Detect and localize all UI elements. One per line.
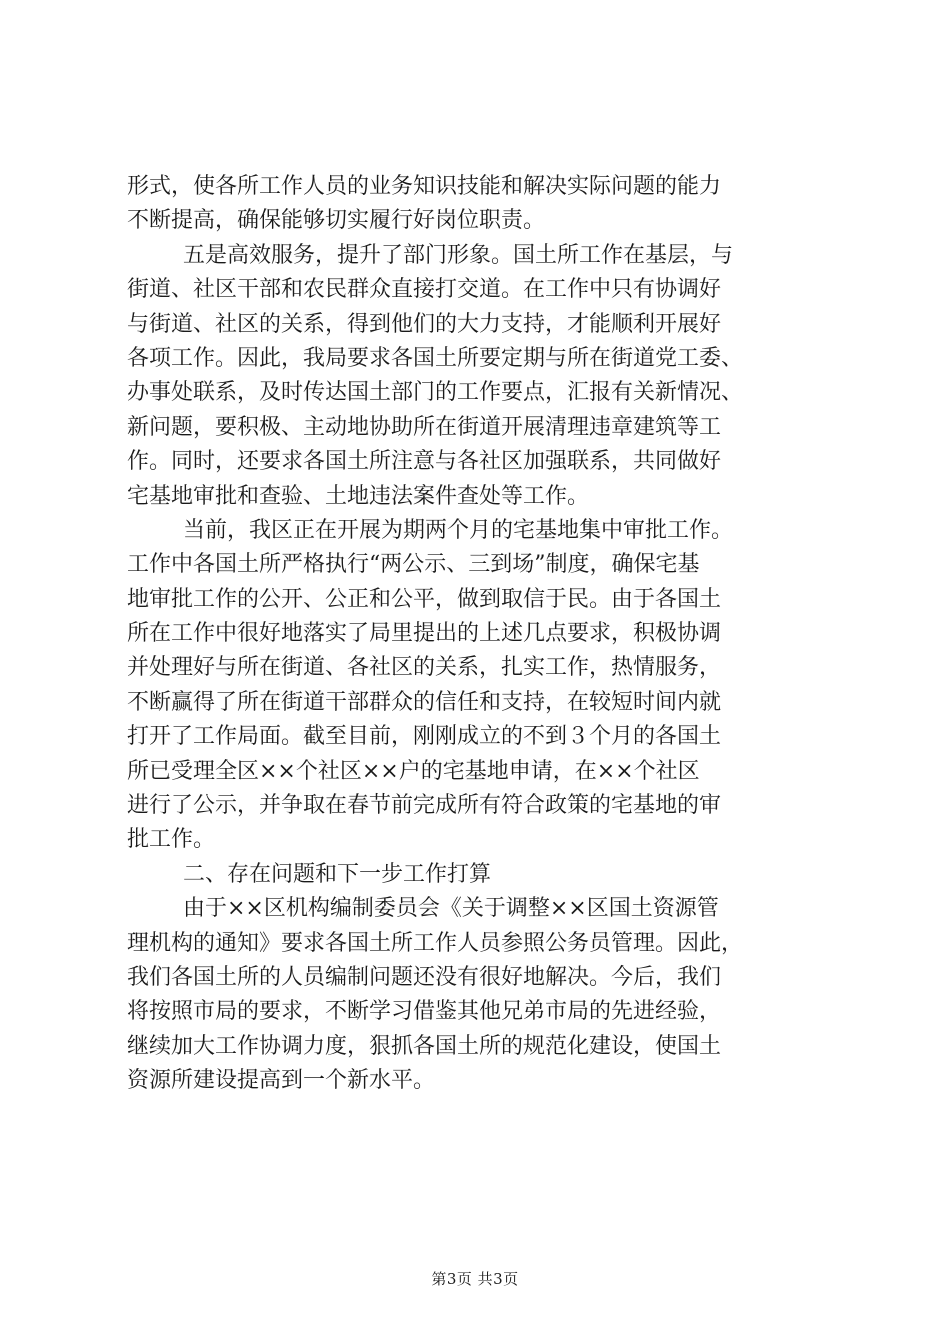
text-line: 地审批工作的公开、公正和公平，做到取信于民。由于各国土 — [127, 586, 722, 612]
text-line: 不断赢得了所在街道干部群众的信任和支持，在较短时间内就 — [127, 689, 722, 715]
text-line: 所在工作中很好地落实了局里提出的上述几点要求，积极协调 — [127, 621, 722, 647]
text-line: 作。同时，还要求各国土所注意与各社区加强联系，共同做好 — [127, 449, 722, 475]
text-line: 新问题，要积极、主动地协助所在街道开展清理违章建筑等工 — [127, 414, 722, 440]
text-line: 资源所建设提高到一个新水平。 — [127, 1068, 436, 1094]
text-line: 将按照市局的要求，不断学习借鉴其他兄弟市局的先进经验， — [127, 999, 722, 1025]
document-body — [127, 170, 837, 1099]
text-line: 打开了工作局面。截至目前，刚刚成立的不到３个月的各国土 — [127, 724, 722, 750]
text-line: 当前，我区正在开展为期两个月的宅基地集中审批工作。 — [183, 517, 734, 543]
text-line: 由于××区机构编制委员会《关于调整××区国土资源管 — [183, 896, 719, 922]
text-line: 所已受理全区××个社区××户的宅基地申请，在××个社区 — [127, 758, 700, 784]
text-line: 形式，使各所工作人员的业务知识技能和解决实际问题的能力 — [127, 174, 722, 199]
text-line: 进行了公示，并争取在春节前完成所有符合政策的宅基地的审 — [127, 793, 722, 819]
text-line: 宅基地审批和查验、土地违法案件查处等工作。 — [127, 483, 590, 509]
text-line: 五是高效服务，提升了部门形象。国土所工作在基层，与 — [183, 242, 734, 268]
text-line: 我们各国土所的人员编制问题还没有很好地解决。今后，我们 — [127, 964, 722, 990]
text-line: 各项工作。因此，我局要求各国土所要定期与所在街道党工委、 — [127, 345, 744, 371]
text-line: 与街道、社区的关系，得到他们的大力支持，才能顺利开展好 — [127, 311, 722, 337]
text-line: 二、存在问题和下一步工作打算 — [183, 861, 492, 887]
text-line: 工作中各国土所严格执行“两公示、三到场”制度，确保宅基 — [127, 552, 700, 578]
text-line: 街道、社区干部和农民群众直接打交道。在工作中只有协调好 — [127, 277, 722, 303]
text-line: 继续加大工作协调力度，狠抓各国土所的规范化建设，使国土 — [127, 1033, 722, 1059]
text-line: 不断提高，确保能够切实履行好岗位职责。 — [127, 208, 546, 234]
text-line: 理机构的通知》要求各国土所工作人员参照公务员管理。因此， — [127, 930, 744, 956]
page-footer: 第3页 共3页 — [431, 1270, 519, 1288]
text-line: 并处理好与所在街道、各社区的关系，扎实工作，热情服务， — [127, 655, 722, 681]
text-line: 批工作。 — [127, 827, 216, 853]
text-line: 办事处联系，及时传达国土部门的工作要点，汇报有关新情况、 — [127, 380, 744, 406]
